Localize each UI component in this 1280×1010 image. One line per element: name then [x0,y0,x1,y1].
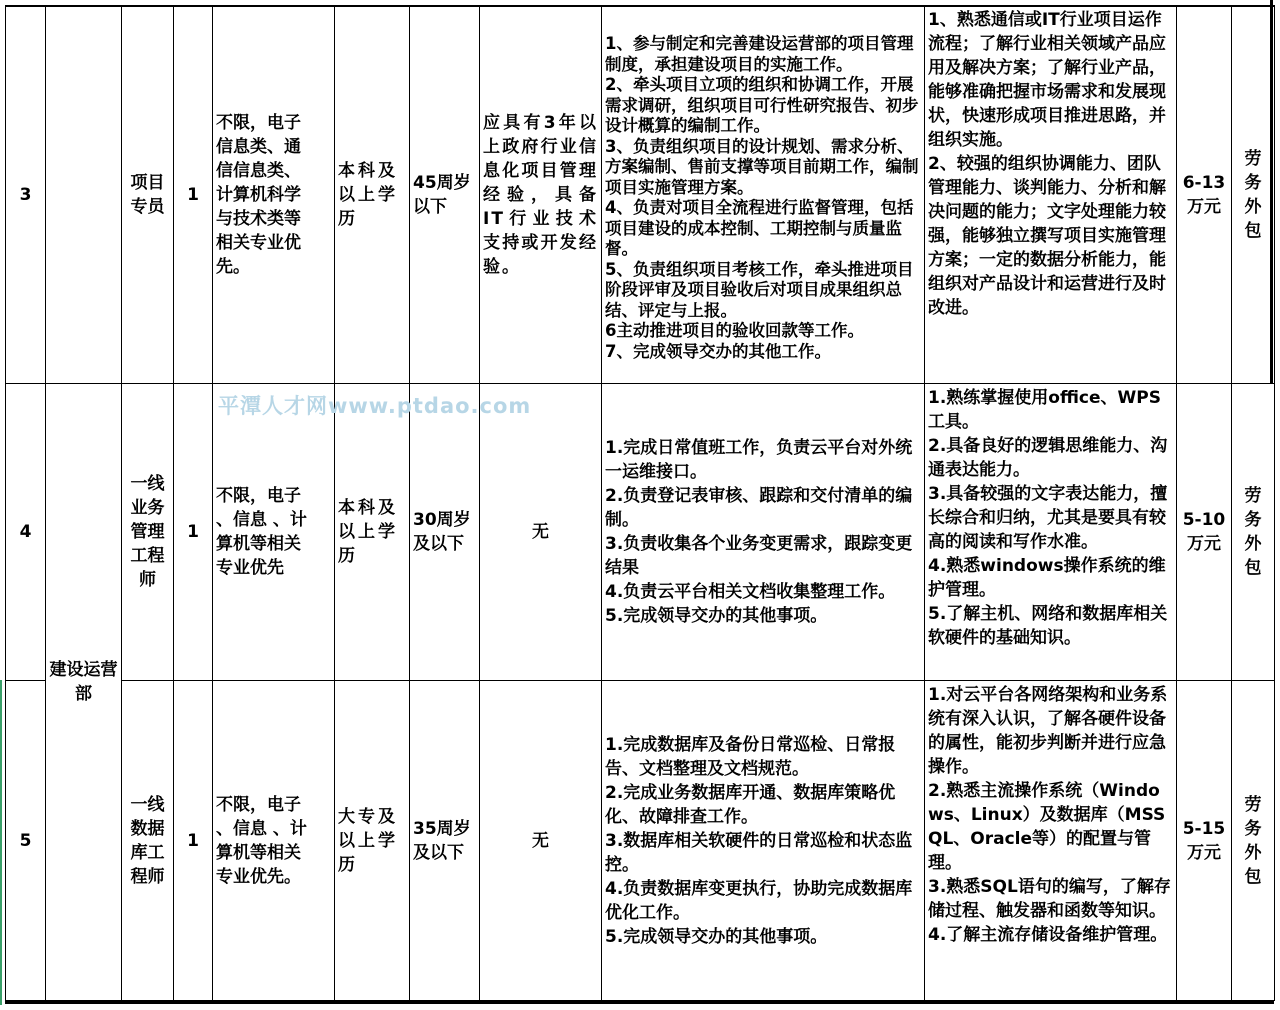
education-text: 本科及 以上学 历 [338,498,398,566]
major-text: 不限，电子 信息类、通 信信息类、 计算机科学 与技术类等 相关专业优 先。 [216,112,301,277]
duties-text: 1.完成数据库及备份日常巡检、日常报告、文档整理及文档规范。 2.完成业务数据库开通、数据库策略优化、故障排查工作。 3.数据库相关软硬件的日常巡检和状态监控。 4.负责数据库变更执行，协助完成数据库优化工作。 5.完成领导交办的其他事项。 [605,734,913,947]
education-text: 大专及 以上学 历 [338,806,398,875]
requirements-cell [925,681,1177,1001]
duties-cell [602,681,925,1001]
position-name: 一线 业务 管理 工程 师 [130,474,165,590]
education-cell [335,384,410,681]
requirements-text: 1、熟悉通信或IT行业项目运作流程；了解行业相关领域产品应用及解决方案；了解行业产品，能够准确把握市场需求和发展现状，快速形成项目推进思路，并组织实施。 2、较强的组织协调能力、团队管理能力、谈判能力、分析和解决问题的能力；文字处理能力较强，能够独立撰写项目实施管理方案；一定的数据分析能力，能组织对产品设计和运营进行及时改进。 [928,10,1166,318]
requirements-text: 1.对云平台各网络架构和业务系统有深入认识，了解各硬件设备的属性，能初步判断并进行应急操作。 2.熟悉主流操作系统（Windows、Linux）及数据库（MSSQL、Oracle等）的配置与管理。 3.熟悉SQL语句的编写，了解存储过程、触发器和函数等知识。 4.了解主流存储设备维护管理。 [928,685,1171,945]
age-text: 45周岁 以下 [413,172,471,217]
requirements-text: 1.熟练掌握使用office、WPS工具。 2.具备良好的逻辑思维能力、沟通表达能力。 3.具备较强的文字表达能力，擅长综合和归纳，尤其是要具有较高的阅读和写作水准。 4.熟悉windows操作系统的维护管理。 5.了解主机、网络和数据库相关软硬件的基础知识。 [928,388,1168,648]
experience-text: 无 [532,522,549,542]
headcount-cell: 1 [174,6,213,384]
age-cell [410,384,480,681]
department-name: 建设运营部 [49,660,118,704]
experience-cell [480,6,602,384]
salary-cell [1177,384,1232,681]
position-name: 项目 专员 [130,172,165,217]
department-cell [46,384,122,1001]
education-cell [335,681,410,1001]
experience-cell [480,384,602,681]
age-cell [410,681,480,1001]
duties-cell [602,384,925,681]
education-cell [335,6,410,384]
experience-text: 无 [532,830,549,851]
employment-type-text: 劳 务 外 包 [1244,148,1262,241]
major-text: 不限，电子 、信息 、计 算机等相关 专业优先 [216,486,307,578]
bottom-border [5,1001,1274,1004]
employment-type-cell [1232,6,1275,384]
major-cell [213,681,335,1001]
employment-type-cell [1232,384,1275,681]
age-cell [410,6,480,384]
headcount-cell: 1 [174,681,213,1001]
row-selection-marker [0,680,2,1005]
position-cell [122,681,174,1001]
duties-cell [602,6,925,384]
major-cell [213,6,335,384]
salary-text: 6-13 万元 [1182,172,1226,217]
row-number: 4 [6,384,46,681]
education-text: 本科及 以上学 历 [338,160,398,229]
requirements-cell [925,6,1177,384]
headcount-cell: 1 [174,384,213,681]
major-text: 不限，电子 、信息 、计 算机等相关 专业优先。 [216,794,307,887]
salary-cell [1177,681,1232,1001]
job-table [5,5,1275,1001]
table-row [6,384,1275,681]
experience-text: 应具有3年以上政府行业信息化项目管理经验，具备IT行业技术支持或开发经验。 [483,112,598,277]
watermark-text: 平潭人才网www.ptdao.com [218,394,532,418]
salary-cell [1177,6,1232,384]
duties-text: 1.完成日常值班工作，负责云平台对外统一运维接口。 2.负责登记表审核、跟踪和交付清单的编制。 3.负责收集各个业务变更需求，跟踪变更结果 4.负责云平台相关文档收集整理工作。 5.完成领导交办的其他事项。 [605,438,913,626]
table-row [6,6,1275,384]
experience-cell [480,681,602,1001]
row-number: 3 [6,6,46,384]
major-cell [213,384,335,681]
employment-type-cell [1232,681,1275,1001]
age-text: 35周岁 及以下 [413,818,471,863]
salary-text: 5-15 万元 [1182,818,1226,863]
duties-text: 1、参与制定和完善建设运营部的项目管理制度，承担建设项目的实施工作。 2、牵头项目立项的组织和协调工作，开展需求调研，组织项目可行性研究报告、初步设计概算的编制工作。 3、负责组织项目的设计规划、需求分析、方案编制、售前支撑等项目前期工作，编制项目实施管理方案。 4、负责对项目全流程进行监督管理，包括项目建设的成本控制、工期控制与质量监督。 5、负责组织项目考核工作，牵头推进项目阶段评审及项目验收后对项目成果组织总结、评定与上报。 6主动推进项目的验收回款等工作。 7、完成领导交办的其他工作。 [605,34,919,361]
employment-type-text: 劳 务 外 包 [1244,486,1262,578]
table-row [6,681,1275,1001]
age-text: 30周岁 及以下 [413,510,471,554]
position-cell [122,6,174,384]
department-cell-top [46,6,122,384]
position-cell [122,384,174,681]
position-name: 一线 数据 库工 程师 [130,794,165,887]
row-number: 5 [6,681,46,1001]
salary-text: 5-10 万元 [1182,510,1226,554]
requirements-cell [925,384,1177,681]
employment-type-text: 劳 务 外 包 [1244,794,1262,887]
